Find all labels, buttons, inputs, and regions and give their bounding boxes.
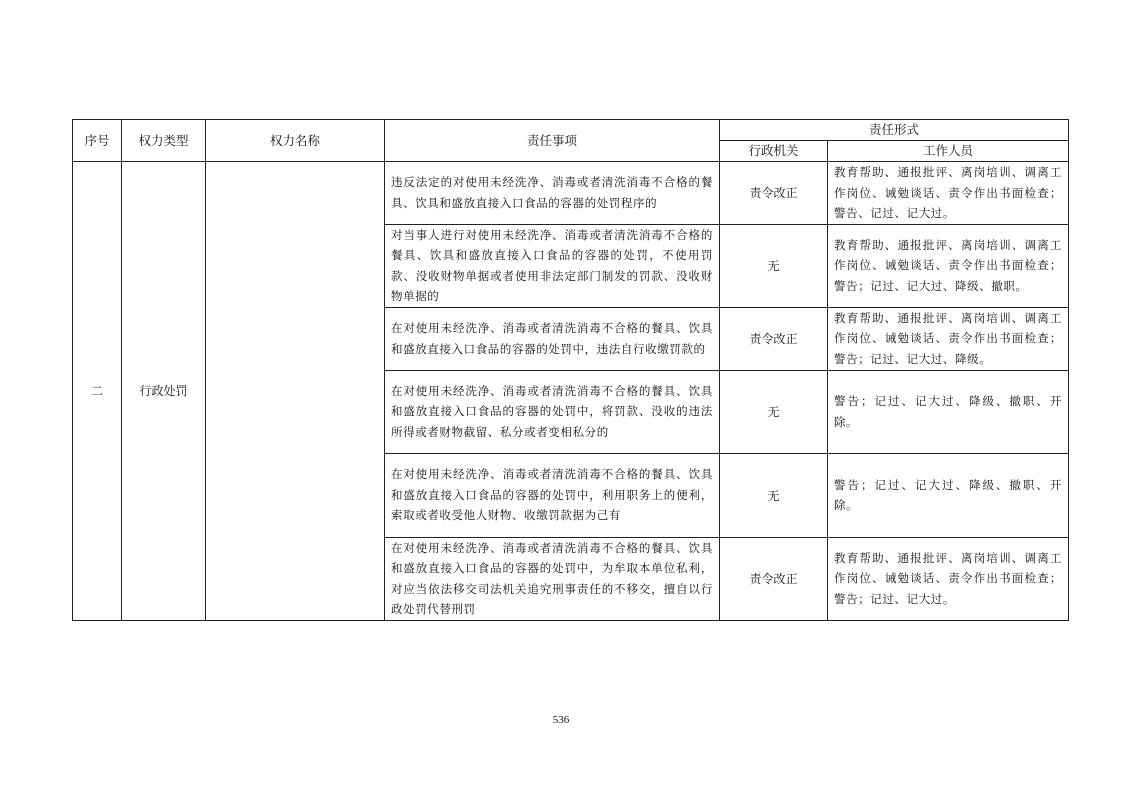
header-type: 权力类型	[122, 120, 206, 162]
row-matter: 在对使用未经洗净、消毒或者清洗消毒不合格的餐具、饮具和盛放直接入口食品的容器的处罚中，为牟取本单位私利，对应当依法移交司法机关追究刑事责任的不移交，擅自以行政处罚代替刑罚	[385, 537, 720, 620]
header-seq: 序号	[73, 120, 122, 162]
header-agency: 行政机关	[720, 141, 828, 162]
header-forms: 责任形式	[720, 120, 1069, 141]
row-matter: 在对使用未经洗净、消毒或者清洗消毒不合格的餐具、饮具和盛放直接入口食品的容器的处罚中，利用职务上的便利，索取或者收受他人财物、收缴罚款据为己有	[385, 453, 720, 537]
row-staff: 警告；记过、记大过、降级、撤职、开除。	[828, 453, 1069, 537]
row-staff: 教育帮助、通报批评、离岗培训、调离工作岗位、诫勉谈话、责令作出书面检查；警告；记过、记大过。	[828, 537, 1069, 620]
row-agency: 无	[720, 453, 828, 537]
row-agency: 责令改正	[720, 537, 828, 620]
row-staff: 教育帮助、通报批评、离岗培训、调离工作岗位、诫勉谈话、责令作出书面检查；警告、记过、记大过。	[828, 162, 1069, 225]
row-staff: 教育帮助、通报批评、离岗培训、调离工作岗位、诫勉谈话、责令作出书面检查；警告；记过、记大过、降级、撤职。	[828, 224, 1069, 307]
row-staff: 警告；记过、记大过、降级、撤职、开除。	[828, 370, 1069, 453]
row-agency: 无	[720, 224, 828, 307]
page-number: 536	[552, 714, 570, 726]
table-row	[73, 162, 1069, 225]
responsibility-table	[72, 119, 1069, 621]
row-matter: 对当事人进行对使用未经洗净、消毒或者清洗消毒不合格的餐具、饮具和盛放直接入口食品的容器的处罚，不使用罚款、没收财物单据或者使用非法定部门制发的罚款、没收财物单据的	[385, 224, 720, 307]
header-row-1	[73, 120, 1069, 141]
group-type: 行政处罚	[122, 162, 206, 621]
header-name: 权力名称	[206, 120, 385, 162]
group-seq: 二	[73, 162, 122, 621]
row-agency: 责令改正	[720, 162, 828, 225]
row-matter: 在对使用未经洗净、消毒或者清洗消毒不合格的餐具、饮具和盛放直接入口食品的容器的处罚中，将罚款、没收的违法所得或者财物截留、私分或者变相私分的	[385, 370, 720, 453]
header-staff: 工作人员	[828, 141, 1069, 162]
row-agency: 无	[720, 370, 828, 453]
row-matter: 违反法定的对使用未经洗净、消毒或者清洗消毒不合格的餐具、饮具和盛放直接入口食品的容器的处罚程序的	[385, 162, 720, 225]
group-name	[206, 162, 385, 621]
row-matter: 在对使用未经洗净、消毒或者清洗消毒不合格的餐具、饮具和盛放直接入口食品的容器的处罚中，违法自行收缴罚款的	[385, 307, 720, 370]
header-matters: 责任事项	[385, 120, 720, 162]
row-agency: 责令改正	[720, 307, 828, 370]
row-staff: 教育帮助、通报批评、离岗培训、调离工作岗位、诫勉谈话、责令作出书面检查；警告；记过、记大过、降级。	[828, 307, 1069, 370]
